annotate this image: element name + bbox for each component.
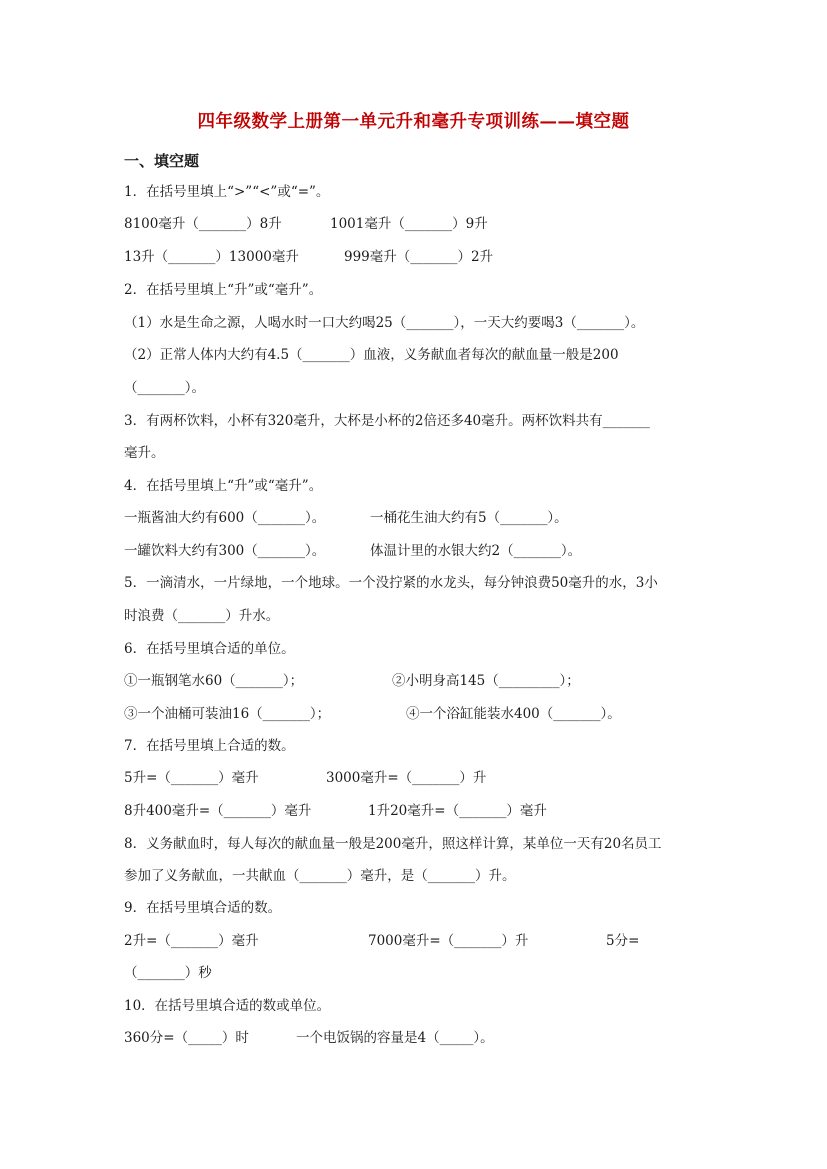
q7-item-d: 1升20毫升=（_______）毫升 <box>368 803 547 819</box>
q2-line3: （_______）。 <box>124 380 205 396</box>
q6-item-b: ②小明身高145（_________）； <box>392 673 580 689</box>
q6-row2 <box>124 705 714 723</box>
q4-item-a: 一瓶酱油大约有600（_______）。 <box>124 510 326 526</box>
q3-line2: 毫升。 <box>124 445 165 461</box>
q5-line2: 时浪费（_______）升水。 <box>124 608 280 624</box>
q9-item-d: （_______）秒 <box>124 965 212 981</box>
q9-item-b: 7000毫升=（_______）升 <box>368 933 529 949</box>
q7-row1 <box>124 769 714 787</box>
q4-row1 <box>124 509 714 527</box>
q4-row2 <box>124 542 714 560</box>
q6-row1 <box>124 672 714 690</box>
q10-stem: 10．在括号里填合适的数或单位。 <box>124 998 331 1014</box>
section-heading: 一、填空题 <box>124 152 200 170</box>
q3-line1: 3．有两杯饮料，小杯有320毫升，大杯是小杯的2倍还多40毫升。两杯饮料共有_______ <box>124 413 650 429</box>
q7-item-c: 8升400毫升=（_______）毫升 <box>124 803 312 819</box>
q6-item-d: ④一个浴缸能装水400（_______）。 <box>406 706 621 722</box>
q2-stem: 2．在括号里填上“升”或“毫升”。 <box>124 282 323 298</box>
q9-stem: 9．在括号里填合适的数。 <box>124 900 282 916</box>
q8-line1: 8．义务献血时，每人每次的献血量一般是200毫升，照这样计算，某单位一天有20名员工 <box>124 836 662 852</box>
q10-item-a: 360分=（_____）时 <box>124 1030 249 1046</box>
q7-item-b: 3000毫升=（_______）升 <box>326 770 487 786</box>
worksheet-title: 四年级数学上册第一单元升和毫升专项训练——填空题 <box>197 112 630 132</box>
q7-row2 <box>124 802 714 820</box>
q8-line2: 参加了义务献血，一共献血（_______）毫升，是（_______）升。 <box>124 868 516 884</box>
q1-row2 <box>124 248 714 266</box>
q9-row2 <box>124 964 714 982</box>
q1-row1 <box>124 215 714 233</box>
q4-item-b: 一桶花生油大约有5（_______）。 <box>370 510 568 526</box>
q9-row1 <box>124 932 714 950</box>
q1-stem: 1．在括号里填上“>”“<”或“=”。 <box>124 184 330 200</box>
q5-line1: 5．一滴清水，一片绿地，一个地球。一个没拧紧的水龙头，每分钟浪费50毫升的水，3小 <box>124 575 658 591</box>
q4-item-d: 体温计里的水银大约2（_______）。 <box>370 543 582 559</box>
q6-item-a: ①一瓶钢笔水60（_______）； <box>124 673 304 689</box>
q2-line1: （1）水是生命之源，人喝水时一口大约喝25（_______），一天大约要喝3（_______）。 <box>124 315 645 331</box>
q1-item-d: 999毫升（_______）2升 <box>344 249 494 265</box>
q1-item-c: 13升（_______）13000毫升 <box>124 249 299 265</box>
q9-item-c: 5分= <box>606 933 640 949</box>
q7-stem: 7．在括号里填上合适的数。 <box>124 738 295 754</box>
q1-item-a: 8100毫升（_______）8升 <box>124 216 282 232</box>
q6-stem: 6．在括号里填合适的单位。 <box>124 641 295 657</box>
q9-item-a: 2升=（_______）毫升 <box>124 933 259 949</box>
q2-line2: （2）正常人体内大约有4.5（_______）血液，义务献血者每次的献血量一般是200 <box>124 347 619 363</box>
q1-item-b: 1001毫升（_______）9升 <box>330 216 488 232</box>
q10-row1 <box>124 1029 714 1047</box>
q4-stem: 4．在括号里填上“升”或“毫升”。 <box>124 478 323 494</box>
q4-item-c: 一罐饮料大约有300（_______）。 <box>124 543 326 559</box>
q6-item-c: ③一个油桶可装油16（_______）； <box>124 706 331 722</box>
q7-item-a: 5升=（_______）毫升 <box>124 770 259 786</box>
q10-item-b: 一个电饭锅的容量是4（_____）。 <box>296 1030 494 1046</box>
